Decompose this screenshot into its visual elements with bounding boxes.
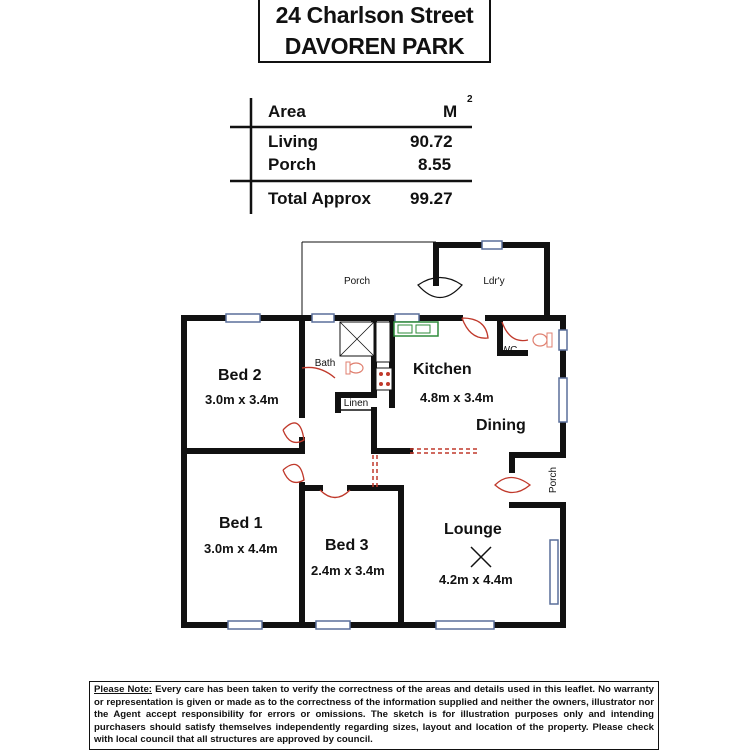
bed2-label: Bed 2: [218, 367, 262, 384]
window-laundry: [482, 241, 502, 249]
window-lounge-side: [550, 540, 558, 604]
bath-label: Bath: [314, 358, 336, 369]
window-dining: [559, 378, 567, 422]
area-header-unit-superscript: 2: [467, 94, 473, 105]
area-total-value: 99.27: [410, 189, 453, 208]
linen-label: Linen: [343, 398, 369, 409]
window-wc: [559, 330, 567, 350]
area-total-label: Total Approx: [268, 189, 371, 208]
disclaimer-box: [89, 681, 659, 750]
door-bath: [302, 367, 335, 378]
window-kitchen: [395, 314, 419, 322]
area-row-label: Living: [268, 132, 319, 151]
area-row-label: Porch: [268, 155, 317, 174]
disclaimer-text: Every care has been taken to verify the correctness of the areas and details used in this leaflet. No warranty or representation is given or made as to the correctness of the information supplied and neither the owners, illustrator nor the Agent accept responsibility for errors or omissions. The sketch is for illustration purposes only and intending purchasers should satisfy themselves independently regarding sizes, layout and location of the property. Please check with local council that all structures are approved by council.: [94, 684, 654, 746]
street-address: 24 Charlson Street: [275, 2, 474, 28]
window-bath: [312, 314, 334, 322]
area-header-unit: M: [443, 102, 458, 121]
dining-lounge-opening: [373, 449, 478, 488]
bed1-label: Bed 1: [219, 515, 263, 532]
area-row-value: 8.55: [418, 155, 452, 174]
door-porch-side: [495, 478, 530, 493]
door-bed1: [283, 464, 304, 482]
toilet-icon: [349, 363, 363, 373]
porch-top-label: Porch: [343, 276, 371, 287]
door-kitchen-top: [462, 318, 488, 338]
wc-fixture: [533, 333, 552, 347]
area-header-label: Area: [268, 102, 306, 121]
bed3-dims: 2.4m x 3.4m: [311, 563, 385, 578]
area-row-value: 90.72: [410, 132, 453, 151]
window-bed3: [316, 621, 350, 629]
window-bed2: [226, 314, 260, 322]
laundry-label: Ldr'y: [483, 276, 505, 287]
vanity-icon: [376, 322, 390, 362]
window-lounge: [436, 621, 494, 629]
door-wc: [502, 322, 528, 341]
bed3-label: Bed 3: [325, 537, 369, 554]
kitchen-label: Kitchen: [413, 361, 472, 378]
wc-toilet-icon: [533, 334, 547, 346]
door-laundry: [418, 278, 462, 298]
doors: [283, 278, 530, 498]
bath-fixtures: [340, 322, 390, 374]
wc-label: WC: [500, 345, 518, 356]
bed2-dims: 3.0m x 3.4m: [205, 392, 279, 407]
disclaimer-label: Please Note:: [94, 684, 152, 695]
porch-side-label: Porch: [548, 466, 559, 494]
windows: [226, 241, 567, 629]
ceiling-fan-icon: [471, 547, 491, 567]
lounge-dims: 4.2m x 4.4m: [439, 572, 513, 587]
window-bed1: [228, 621, 262, 629]
door-bed3: [320, 490, 350, 498]
kitchen-dims: 4.8m x 3.4m: [420, 390, 494, 405]
bed1-dims: 3.0m x 4.4m: [204, 541, 278, 556]
lounge-label: Lounge: [444, 521, 502, 538]
stove-icon: [376, 368, 392, 390]
suburb-name: DAVOREN PARK: [284, 33, 465, 59]
dining-label: Dining: [476, 417, 526, 434]
